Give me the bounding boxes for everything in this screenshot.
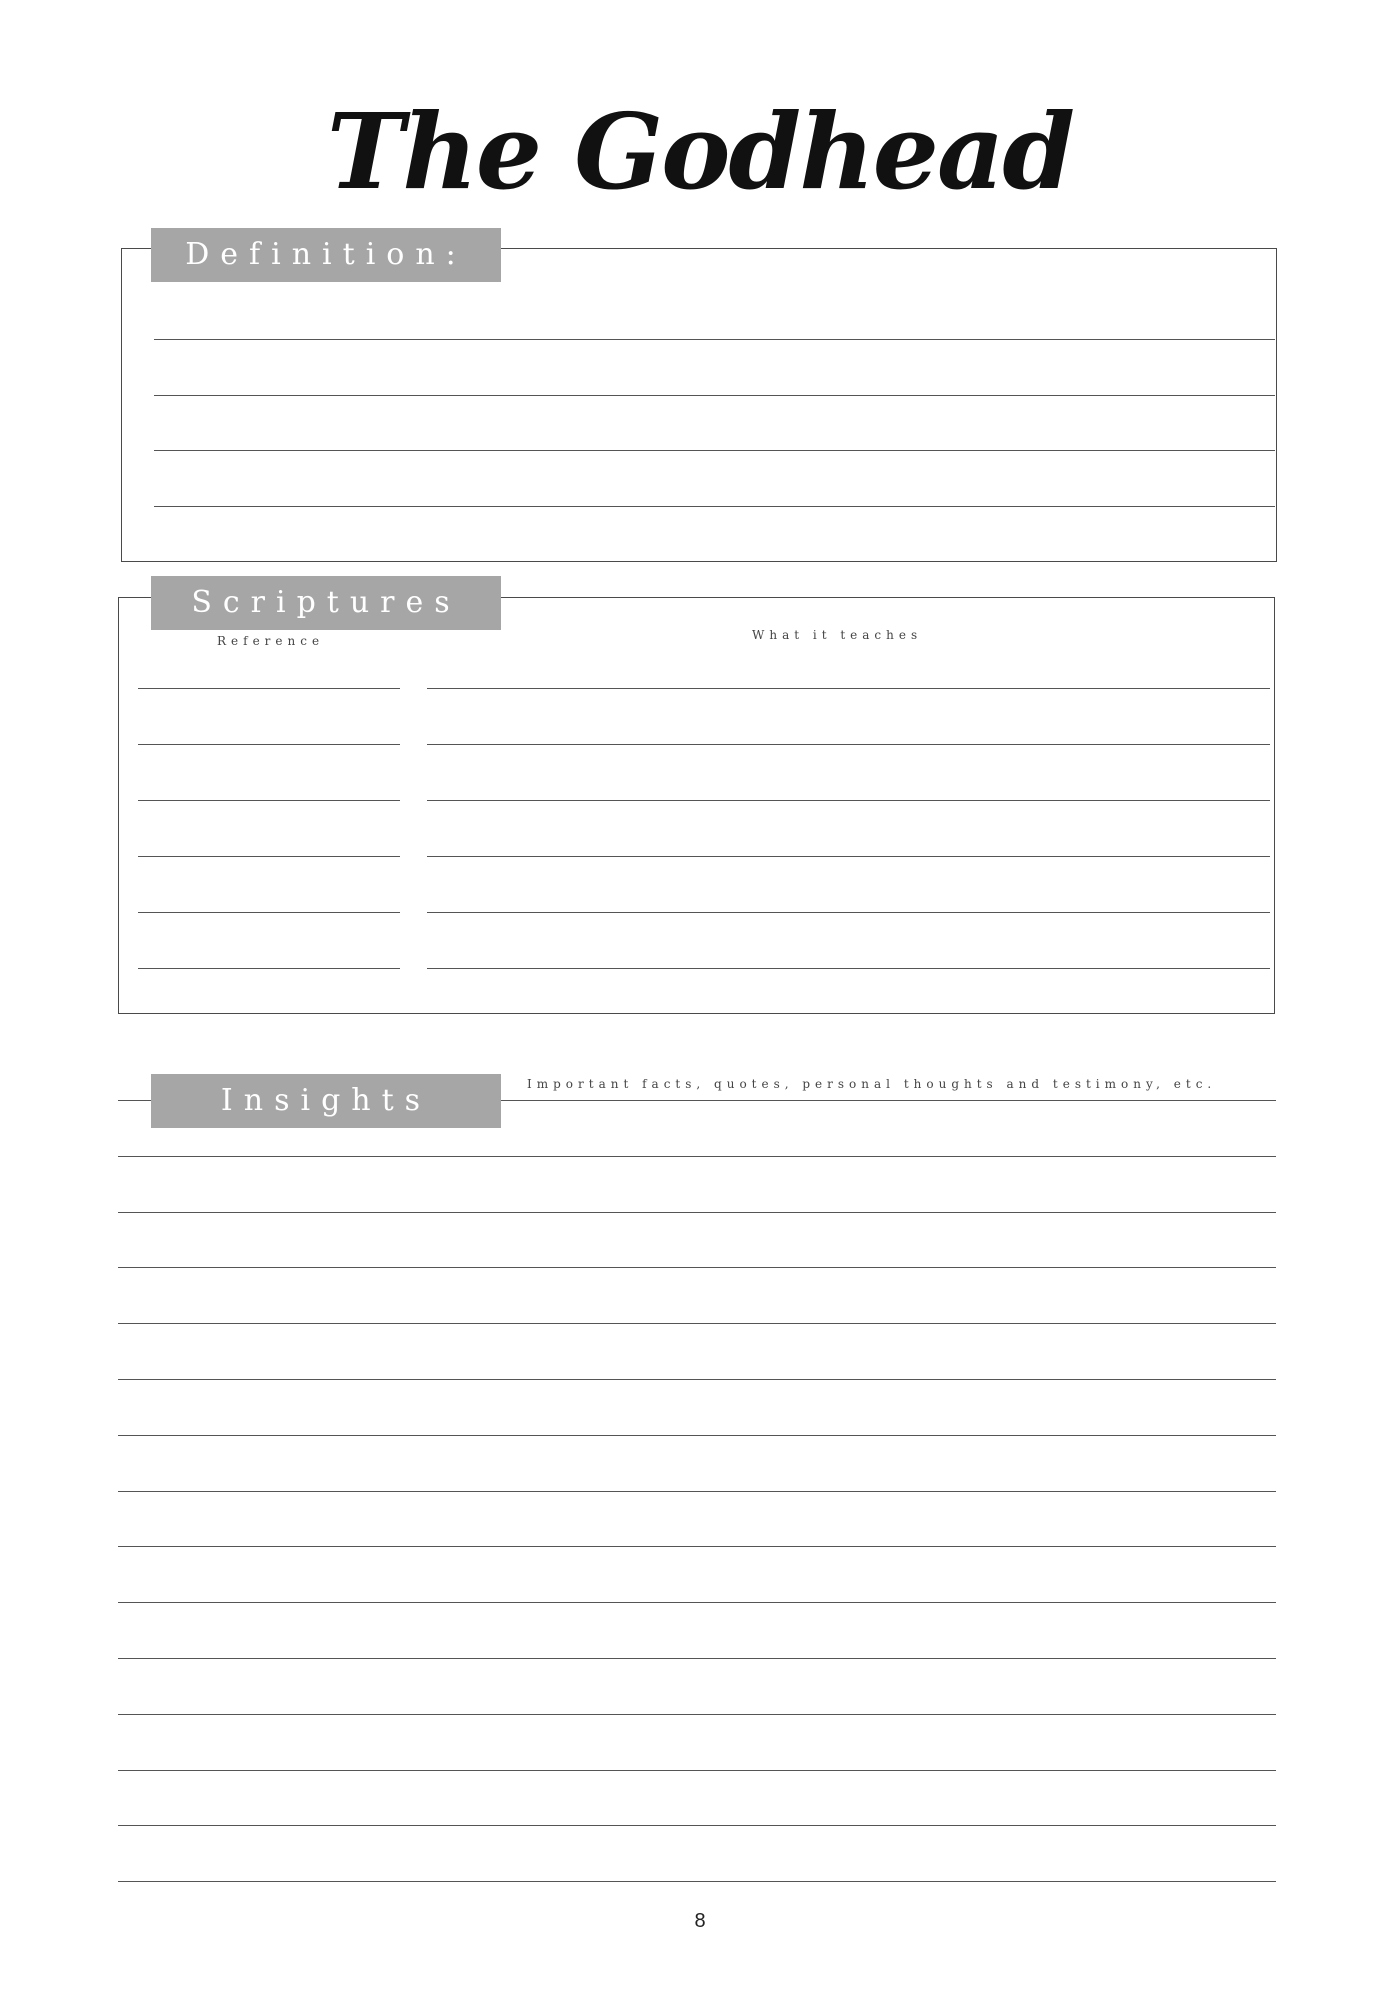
definition-writing-line[interactable] (154, 506, 1275, 507)
page-title: The Godhead (326, 90, 1074, 213)
definition-box (121, 248, 1277, 562)
insights-writing-line[interactable] (118, 1323, 1276, 1324)
insights-writing-line[interactable] (118, 1212, 1276, 1213)
teaching-writing-line[interactable] (427, 688, 1270, 689)
insights-writing-line[interactable] (118, 1435, 1276, 1436)
insights-writing-line[interactable] (118, 1658, 1276, 1659)
insights-writing-line[interactable] (118, 1491, 1276, 1492)
insights-writing-line[interactable] (118, 1267, 1276, 1268)
reference-writing-line[interactable] (138, 912, 400, 913)
insights-tab: Insights (151, 1074, 501, 1128)
definition-writing-line[interactable] (154, 395, 1275, 396)
reference-writing-line[interactable] (138, 800, 400, 801)
page-number: 8 (694, 1910, 706, 1932)
insights-writing-line[interactable] (118, 1602, 1276, 1603)
insights-hint: Important facts, quotes, personal thoughts and testimony, etc. (527, 1077, 1217, 1091)
reference-column-header: Reference (217, 634, 325, 648)
teaching-writing-line[interactable] (427, 968, 1270, 969)
reference-writing-line[interactable] (138, 856, 400, 857)
reference-writing-line[interactable] (138, 688, 400, 689)
insights-writing-line[interactable] (118, 1825, 1276, 1826)
teaches-column-header: What it teaches (752, 628, 923, 642)
reference-writing-line[interactable] (138, 968, 400, 969)
teaching-writing-line[interactable] (427, 744, 1270, 745)
scriptures-tab: Scriptures (151, 576, 501, 630)
scriptures-box (118, 597, 1275, 1014)
definition-writing-line[interactable] (154, 450, 1275, 451)
reference-writing-line[interactable] (138, 744, 400, 745)
definition-writing-line[interactable] (154, 339, 1275, 340)
insights-writing-line[interactable] (118, 1379, 1276, 1380)
insights-writing-line[interactable] (118, 1714, 1276, 1715)
insights-writing-line[interactable] (118, 1770, 1276, 1771)
teaching-writing-line[interactable] (427, 856, 1270, 857)
teaching-writing-line[interactable] (427, 800, 1270, 801)
insights-writing-line[interactable] (118, 1881, 1276, 1882)
insights-writing-line[interactable] (118, 1546, 1276, 1547)
teaching-writing-line[interactable] (427, 912, 1270, 913)
definition-tab: Definition: (151, 228, 501, 282)
insights-writing-line[interactable] (118, 1156, 1276, 1157)
